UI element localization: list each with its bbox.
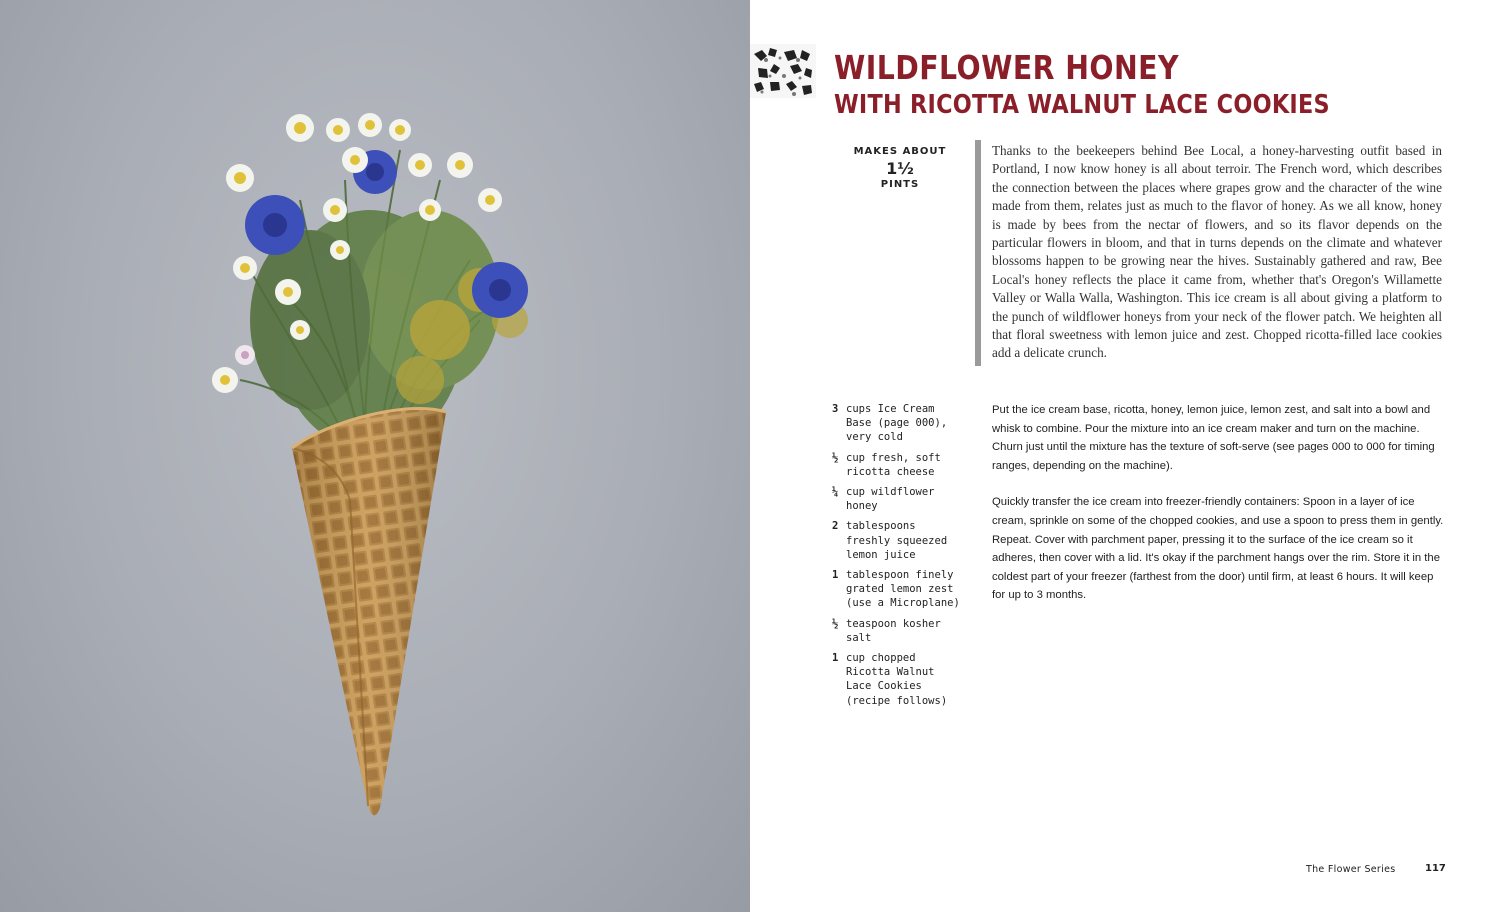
ingredient-qty: ½	[832, 451, 839, 464]
page-number: 117	[1425, 863, 1446, 874]
list-item	[832, 402, 962, 445]
list-item	[832, 485, 962, 513]
recipe-subtitle: WITH RICOTTA WALNUT LACE COOKIES	[834, 90, 1330, 120]
list-item	[832, 651, 962, 708]
ingredient-qty: 3	[832, 403, 839, 415]
yield-label: MAKES ABOUT	[853, 146, 947, 157]
footer-section-name: The Flower Series	[1306, 864, 1396, 875]
ingredient-text: cup fresh, soft ricotta cheese	[846, 451, 941, 478]
recipe-yield	[850, 146, 950, 190]
method-step: Quickly transfer the ice cream into freezer-friendly containers: Spoon in a layer of ice cream, sprinkle on some of the chopped cookies, and use a spoon to press them in gently. Repeat. Cover with parchment paper, pressing it to the surface of the ice cream so it adheres, then cover with a lid. It's okay if the parchment hangs over the rim. Store it in the coldest part of your freezer (farthest from the door) until firm, at least 6 hours. It will keep for up to 3 months.	[992, 496, 1444, 602]
ingredient-list	[832, 402, 962, 714]
ingredient-qty: ¼	[832, 486, 839, 499]
list-item	[832, 451, 962, 479]
terrazzo-stamp-icon	[750, 44, 816, 98]
ingredient-qty: 1	[832, 652, 839, 665]
ingredient-text: cup wildflower honey	[846, 486, 935, 513]
list-item	[832, 519, 962, 562]
method-step: Put the ice cream base, ricotta, honey, lemon juice, lemon zest, and salt into a bowl and whisk to combine. Pour the mixture into an ice cream maker and turn on the machine. Churn just until the mixture has the texture of soft-serve (see pages 000 to 000 for timing ranges, depending on the machine).	[992, 404, 1435, 472]
recipe-title: WILDFLOWER HONEY	[834, 48, 1179, 87]
list-item	[832, 568, 962, 611]
yield-amount: 1½	[886, 159, 914, 178]
recipe-method	[992, 401, 1444, 623]
yield-unit: PINTS	[880, 179, 920, 190]
ingredient-qty: ½	[832, 617, 839, 630]
intro-rule	[975, 140, 981, 366]
ingredient-text: tablespoons freshly squeezed lemon juice	[846, 520, 948, 561]
ingredient-text: cup chopped Ricotta Walnut Lace Cookies (recipe follows)	[846, 652, 948, 707]
ingredient-text: cups Ice Cream Base (page 000), very cold	[846, 403, 948, 444]
ingredient-qty: 1	[832, 569, 839, 582]
ingredient-text: teaspoon kosher salt	[846, 617, 941, 644]
ingredient-text: tablespoon finely grated lemon zest (use a Microplane)	[846, 569, 960, 610]
recipe-page	[750, 0, 1500, 912]
ingredient-qty: 2	[832, 520, 839, 533]
recipe-intro: Thanks to the beekeepers behind Bee Local, a honey-harvesting outfit based in Portland, I now know honey is all about terroir. The French word, which describes the connection between the places where grapes grow and the character of the wine made from them, relates just as much to the flavor of honey. As we all know, honey is made by bees from the nectar of flowers, and so its flavor depends on the particular flowers in bloom, and that in turns depends on the climate and whatever blossoms happen to be growing near the hives. Sustainably gathered and raw, Bee Local's honey reflects the place it came from, whether that's Oregon's Willamette Valley or Walla Walla, Washington. This ice cream is all about giving a platform to the punch of wildflower honeys from your neck of the flower patch. We heighten all that floral sweetness with lemon juice and zest. Chopped ricotta-filled lace cookies add a delicate crunch.	[992, 143, 1442, 361]
list-item	[832, 617, 962, 645]
